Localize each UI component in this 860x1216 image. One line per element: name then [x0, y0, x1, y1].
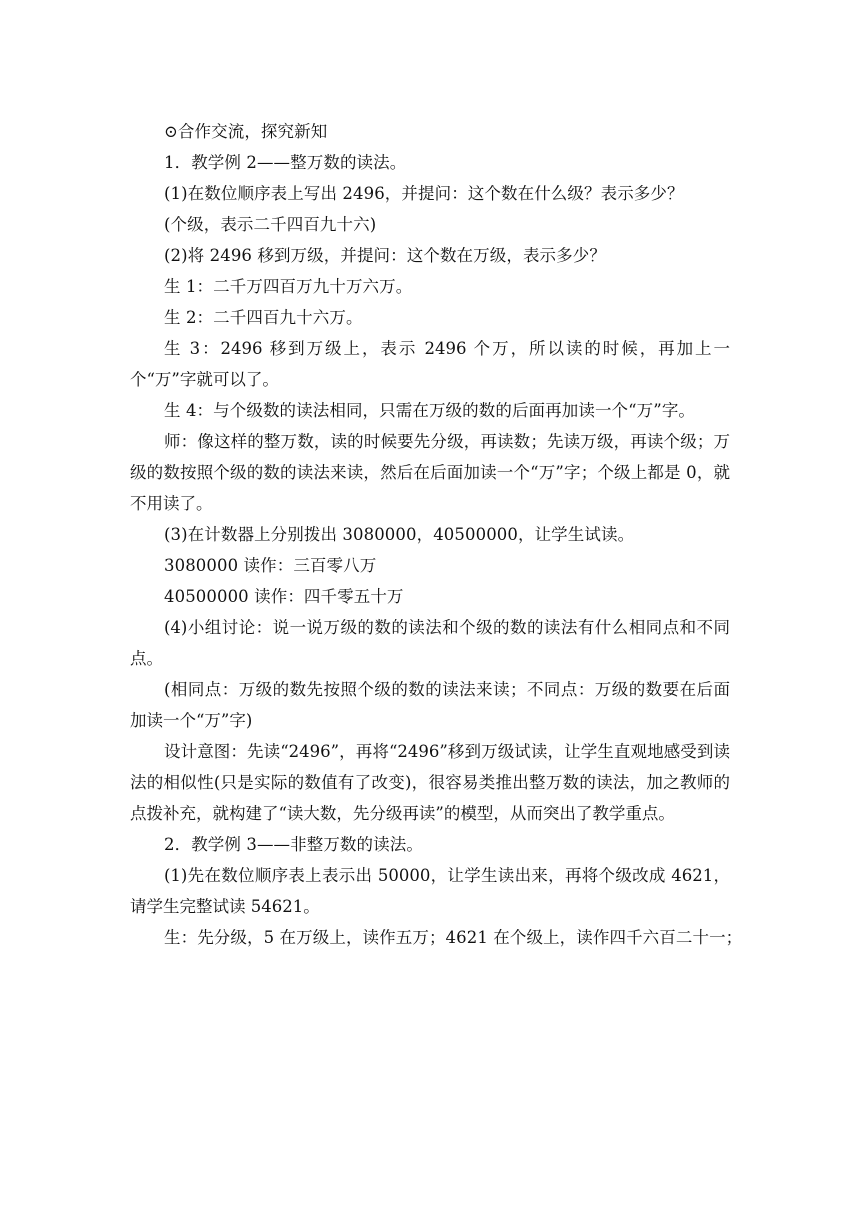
student-2-answer: 生 2：二千四百九十六万。: [164, 308, 363, 327]
example-2-heading: 1．教学例 2——整万数的读法。: [164, 153, 407, 172]
design-intent: 设计意图：先读“2496”，再将“2496”移到万级试读，让学生直观地感受到读法的相似性(只是实际的数值有了改变)，很容易类推出整万数的读法，加之教师的点拨补充，就构建了“读大数，先分级再读”的模型，从而突出了教学重点。: [130, 742, 730, 823]
student-reading-answer: 生：先分级，5 在万级上，读作五万；4621 在个级上，读作四千六百二十一；: [164, 928, 743, 947]
example-3-heading: 2．教学例 3——非整万数的读法。: [164, 835, 423, 854]
example-3-step-1: (1)先在数位顺序表上表示出 50000，让学生读出来，再将个级改成 4621，请学生完整试读 54621。: [130, 866, 730, 916]
step-1: (1)在数位顺序表上写出 2496，并提问：这个数在什么级？表示多少？: [164, 184, 684, 203]
student-1-answer: 生 1：二千万四百万九十万六万。: [164, 277, 413, 296]
reading-example-2: 40500000 读作：四千零五十万: [164, 587, 404, 606]
student-3-answer: 生 3：2496 移到万级上，表示 2496 个万，所以读的时候，再加上一个“万”字就可以了。: [130, 339, 730, 389]
student-4-answer: 生 4：与个级数的读法相同，只需在万级的数的后面再加读一个“万”字。: [164, 401, 696, 420]
reading-example-1: 3080000 读作：三百零八万: [164, 556, 377, 575]
step-1-answer: (个级，表示二千四百九十六): [164, 215, 377, 234]
step-2: (2)将 2496 移到万级，并提问：这个数在万级，表示多少？: [164, 246, 606, 265]
step-4-discussion: (4)小组讨论：说一说万级的数的读法和个级的数的读法有什么相同点和不同点。: [130, 618, 730, 668]
section-heading: ⊙合作交流，探究新知: [164, 122, 328, 141]
discussion-answer: (相同点：万级的数先按照个级的数的读法来读；不同点：万级的数要在后面加读一个“万”字): [130, 680, 730, 730]
step-3: (3)在计数器上分别拨出 3080000，40500000，让学生试读。: [164, 525, 635, 544]
teacher-explanation: 师：像这样的整万数，读的时候要先分级，再读数；先读万级，再读个级；万级的数按照个级的数的读法来读，然后在后面加读一个“万”字；个级上都是 0，就不用读了。: [130, 432, 730, 513]
document-body: [130, 116, 743, 953]
